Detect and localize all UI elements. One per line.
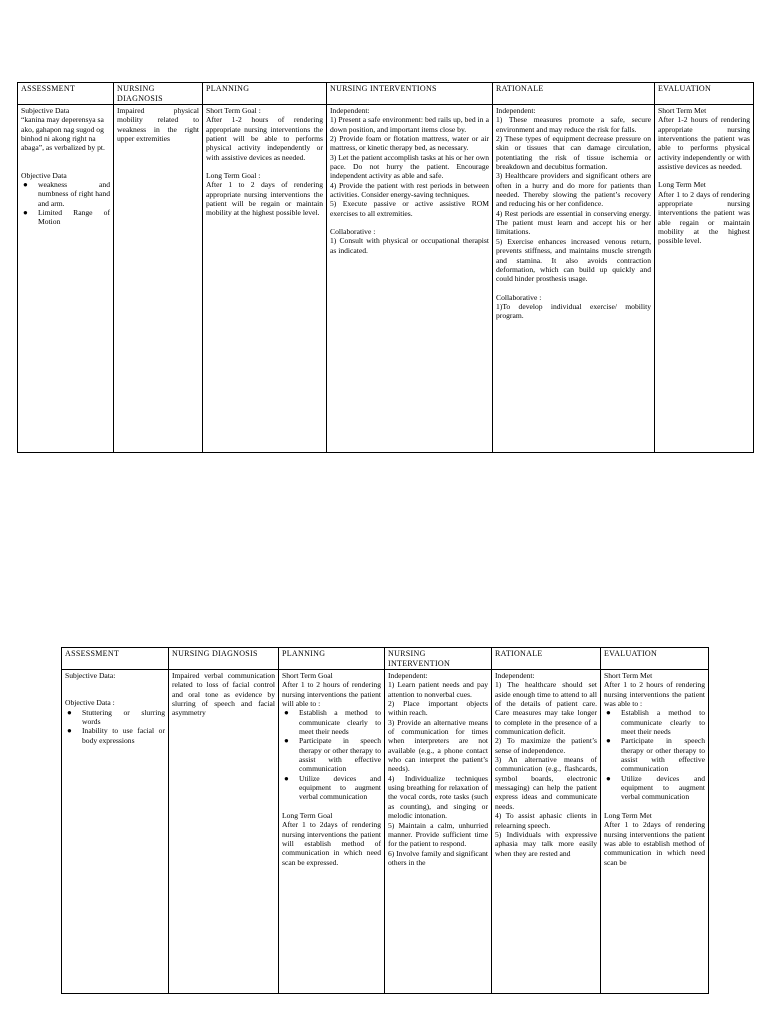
short-goal-list [282,708,381,801]
header-nursing-intervention: NURSING INTERVENTION [385,648,492,670]
intervention-item: 5) Maintain a calm, unhurried manner. Provide sufficient time for the patient to respond. [388,820,488,849]
intervention-item: 3) Let the patient accomplish tasks at his or her own pace. Do not hurry the patient. Encourage independent activity as able and safe. [330,152,489,181]
header-evaluation: EVALUATION [655,83,754,105]
intervention-item: 4) Individualize techniques using breathing for relaxation of the vocal cords, rote tasks (such as counting), and singing or melodic intonation. [388,773,488,821]
long-term-goal-label: Long Term Goal [282,810,333,820]
objective-list [65,708,165,745]
header-nursing-interventions: NURSING INTERVENTIONS [327,83,493,105]
long-term-goal-text: After 1 to 2 days of rendering appropriate nursing interventions the patient will be regain or maintain mobility at the highest possible level. [206,180,323,218]
long-term-goal-text: After 1 to 2days of rendering nursing interventions the patient will establish method of communication in which need scan be expressed. [282,820,381,867]
short-term-met-label: Short Term Met [604,671,653,680]
list-item: ● Stuttering or slurring words [82,708,165,727]
intervention-item: 6) Involve family and significant others in the [388,848,488,867]
long-term-met-label: Long Term Met [658,180,706,190]
independent-label: Independent: [388,671,428,680]
rationale-item: 1) The healthcare should set aside enough time to attend to all of the details of patient care. Care measures may take longer to complete in the presence of a communication deficit. [495,680,597,737]
list-item: ● Establish a method to communicate clearly to meet their needs [621,708,705,736]
short-term-goal-label: Short Term Goal : [206,106,261,115]
header-planning: PLANNING [203,83,327,105]
intervention-item: 1) Present a safe environment: bed rails up, bed in a down position, and important items close by. [330,115,489,134]
list-item: ● Utilize devices and equipment to augment verbal communication [299,774,381,802]
collaborative-label: Collaborative : [330,227,376,237]
list-item: ● Establish a method to communicate clearly to meet their needs [299,708,381,736]
subjective-label: Subjective Data: [65,671,116,680]
subjective-label: Subjective Data [21,106,70,115]
rationale-cell [492,670,601,994]
rationale-item: 3) An alternative means of communication (e.g., flashcards, symbol boards, electronic messaging) can help the patient express ideas and communicate needs. [495,755,597,811]
intervention-item: 5) Execute passive or active assistive ROM exercises to all extremities. [330,199,489,218]
table-header-row [18,83,754,105]
long-term-met-text: After 1 to 2days of rendering nursing interventions the patient was able to establish method of communication in which need scan be [604,820,705,867]
header-assessment: ASSESSMENT [62,648,169,670]
short-term-met-label: Short Term Met [658,106,707,115]
diagnosis-text: Impaired verbal communication related to loss of facial control and oral tone as evidence by slurring of speech and facial asymmetry [172,671,275,718]
table-header-row [62,648,709,670]
short-met-list [604,708,705,801]
rationale-item: 2) To maximize the patient’s sense of independence. [495,736,597,755]
list-item: ● Limited Range of Motion [38,208,110,227]
short-term-goal-text: After 1-2 hours of rendering appropriate nursing interventions the patient will be able to performs physical activity independently or with assistive devices as needed. [206,115,323,162]
long-term-goal-label: Long Term Goal : [206,171,261,181]
diagnosis-cell [114,105,203,453]
evaluation-cell [601,670,709,994]
objective-label: Objective Data : [65,698,115,708]
header-nursing-diagnosis: NURSING DIAGNOSIS [169,648,279,670]
table-row [62,670,709,994]
interventions-cell [385,670,492,994]
header-rationale: RATIONALE [493,83,655,105]
care-plan-table-2 [61,647,709,994]
rationale-item: 4) To assist aphasic clients in relearning speech. [495,811,597,830]
list-item: ● Utilize devices and equipment to augment verbal communication [621,774,705,802]
rationale-cell [493,105,655,453]
intervention-item: 2) Provide foam or flotation mattress, water or air mattress, or kinetic therapy bed, as necessary. [330,134,489,153]
objective-label: Objective Data [21,170,67,180]
independent-label: Independent: [496,106,536,115]
diagnosis-cell [169,670,279,994]
care-plan-table-1 [17,82,754,453]
header-rationale: RATIONALE [492,648,601,670]
rationale-item: 5) Exercise enhances increased venous return, prevents stiffness, and maintains muscle strength and stamina. It also avoids contraction deformation, which can build up quickly and could hinder prosthesis usage. [496,236,651,284]
intervention-item: 4) Provide the patient with rest periods in between activities. Consider energy-saving techniques. [330,180,489,200]
collaborative-item: 1)To develop individual exercise/ mobility program. [496,301,651,321]
header-planning: PLANNING [279,648,385,670]
list-item: ● Participate in speech therapy or other therapy to assist with effective communication [621,736,705,773]
interventions-cell [327,105,493,453]
short-term-met-text: After 1-2 hours of rendering appropriate nursing interventions the patient was able to performs physical activity independently or with assistive devices as needed. [658,115,750,172]
rationale-item: 2) These types of equipment decrease pressure on skin or tissues that can damage circulation, potentiating the risk of tissue ischemia or breakdown and decubitus formation. [496,134,651,172]
intervention-item: 2) Place important objects within reach. [388,699,488,718]
rationale-item: 3) Healthcare providers and significant others are often in a hurry and do more for patients than needed. Thereby slowing the patient’s recovery and reducing his or her confidence. [496,171,651,209]
objective-list [21,180,110,227]
intervention-item: 3) Provide an alternative means of communication for times when interpreters are not available (e.g., a phone contact who can interpret the patient’s needs). [388,717,488,774]
rationale-item: 5) Individuals with expressive aphasia may talk more easily when they are rested and [495,829,597,858]
independent-label: Independent: [330,106,370,115]
short-term-goal-text: After 1 to 2 hours of rendering nursing interventions the patient will able to : [282,680,381,709]
evaluation-cell [655,105,754,453]
list-item: ● weakness and numbness of right hand and arm. [38,180,110,208]
long-term-met-text: After 1 to 2 days of rendering appropriate nursing interventions the patient was able regain or maintain mobility at the highest possible level. [658,189,750,246]
collaborative-item: 1) Consult with physical or occupational therapist as indicated. [330,236,489,255]
rationale-item: 4) Rest periods are essential in conserving energy. The patient must learn and accept his or her limitations. [496,208,651,237]
table-row [18,105,754,453]
header-evaluation: EVALUATION [601,648,709,670]
assessment-cell [18,105,114,453]
header-assessment: ASSESSMENT [18,83,114,105]
short-term-goal-label: Short Term Goal [282,671,333,680]
subjective-text: “kanina may deperensya sa ako, gahapon nag sugod og binhod ni akong right na abaga”, as verbalized by pt. [21,115,105,153]
independent-label: Independent: [495,671,535,680]
header-nursing-diagnosis: NURSING DIAGNOSIS [114,83,203,105]
list-item: ● Inability to use facial or body expressions [82,726,165,745]
planning-cell [203,105,327,453]
collaborative-label: Collaborative : [496,292,542,302]
short-term-met-text: After 1 to 2 hours of rendering nursing interventions the patient was able to : [604,680,705,709]
assessment-cell [62,670,169,994]
planning-cell [279,670,385,994]
long-term-met-label: Long Term Met [604,810,652,820]
list-item: ● Participate in speech therapy or other therapy to assist with effective communication [299,736,381,773]
diagnosis-text: Impaired physical mobility related to weakness in the right upper extremities [117,106,199,144]
intervention-item: 1) Learn patient needs and pay attention to nonverbal cues. [388,680,488,699]
rationale-item: 1) These measures promote a safe, secure environment and may reduce the risk for falls. [496,115,651,134]
